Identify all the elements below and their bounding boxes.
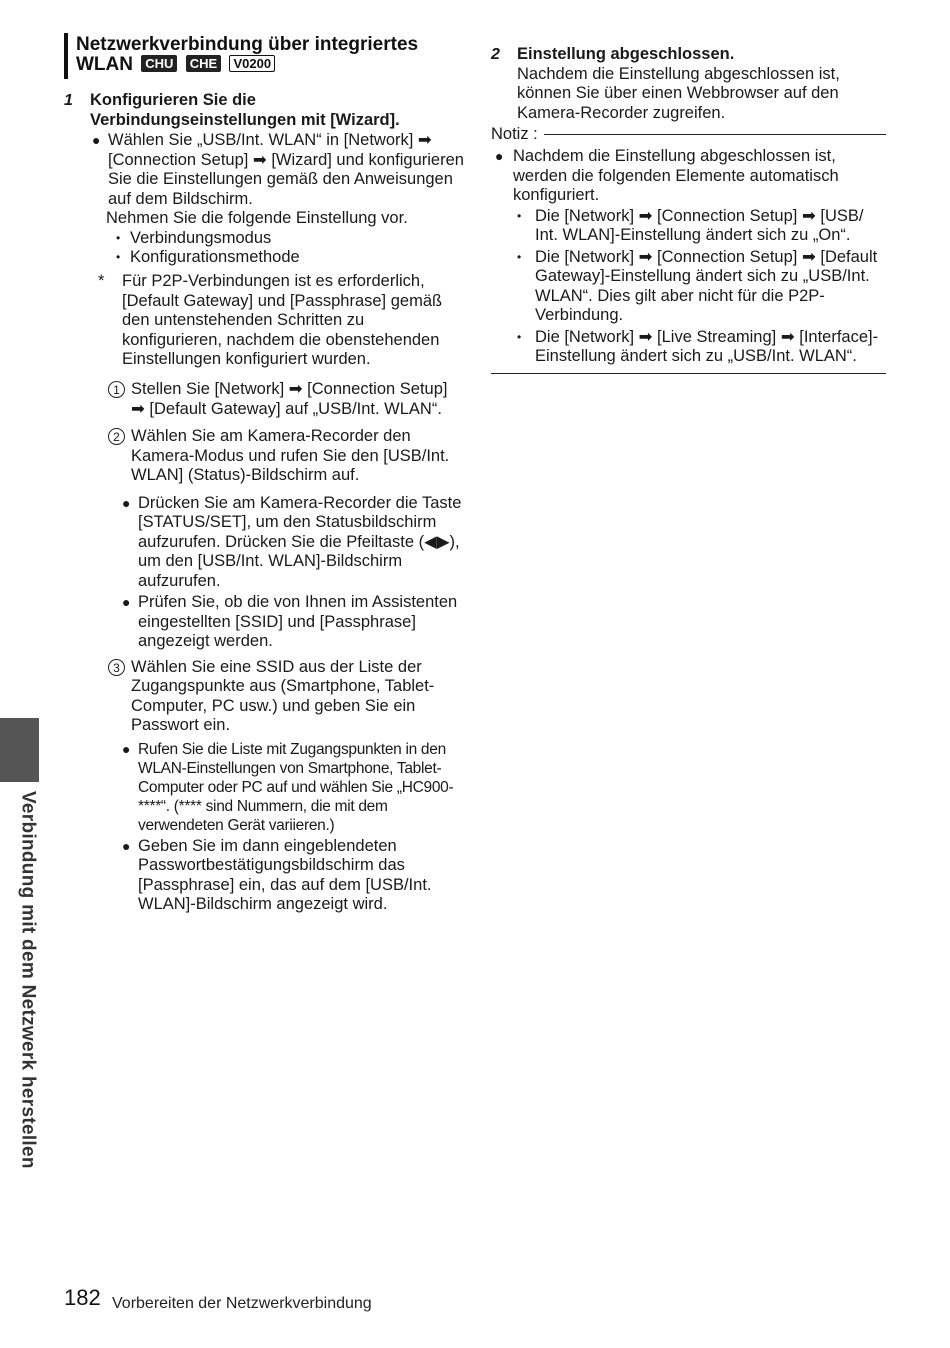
step-heading-line2: Verbindungseinstellungen mit [Wizard]. bbox=[90, 110, 400, 129]
list-item-text: Drücken Sie am Kamera-Recorder die Taste [STATUS/SET], um den Statusbildschirm aufzurufen. Drücken Sie die Pfeiltaste (◀▶), um den [USB/Int. WLAN]-Bildschirm aufzurufen. bbox=[138, 493, 462, 590]
step-1-bullet bbox=[92, 131, 464, 268]
bullet-icon: ● bbox=[122, 740, 131, 757]
page-number: 182 bbox=[64, 1285, 101, 1310]
substep-text: Wählen Sie eine SSID aus der Liste der Zugangspunkte aus (Smartphone, Tablet-Computer, PC usw.) und geben Sie ein Passwort ein. bbox=[131, 657, 435, 734]
asterisk-icon: * bbox=[98, 272, 105, 290]
note-body bbox=[495, 147, 887, 367]
note-divider bbox=[544, 134, 886, 135]
asterisk-note-text: Für P2P-Verbindungen ist es erforderlich, [Default Gateway] und [Passphrase] gemäß den untenstehenden Schritten zu konfigurieren, nachdem die obenstehenden Einstellungen konfiguriert wurden. bbox=[122, 272, 443, 368]
circled-number: 2 bbox=[108, 428, 125, 445]
circled-number: 3 bbox=[108, 659, 125, 676]
asterisk-note bbox=[98, 272, 460, 370]
note-label: Notiz : bbox=[491, 125, 538, 143]
bullet-icon: ● bbox=[122, 594, 131, 610]
step-number: 1 bbox=[64, 92, 73, 109]
dot-icon: • bbox=[517, 208, 522, 223]
substep-list bbox=[108, 380, 462, 915]
list-item-text: Prüfen Sie, ob die von Ihnen im Assistenten eingestellten [SSID] und [Passphrase] angezeigt werden. bbox=[138, 593, 458, 650]
section-title-line2: WLAN bbox=[76, 54, 133, 75]
note-item-text: Die [Network] ➡ [Live Streaming] ➡ [Interface]-Einstellung ändert sich zu „USB/Int. WLAN“. bbox=[535, 327, 879, 365]
list-item bbox=[122, 740, 462, 835]
bullet-icon: ● bbox=[92, 132, 101, 148]
step-1 bbox=[64, 91, 464, 130]
substep-2 bbox=[108, 427, 462, 486]
list-item-text: Rufen Sie die Liste mit Zugangspunkten in den WLAN-Einstellungen von Smartphone, Tablet-Computer oder PC auf und wählen Sie „HC900-****“. (**** sind Nummern, die mit dem verwendeten Gerät variieren.) bbox=[138, 740, 454, 834]
title-accent-bar bbox=[64, 33, 68, 79]
step-number: 2 bbox=[491, 46, 500, 63]
note-item bbox=[517, 207, 887, 246]
sub-item-label: Konfigurationsmethode bbox=[130, 248, 300, 266]
bullet-icon: ● bbox=[122, 837, 131, 854]
note-item bbox=[517, 248, 887, 326]
list-item bbox=[122, 494, 462, 592]
note-bottom-divider bbox=[491, 373, 886, 374]
step-2-text: Nachdem die Einstellung abgeschlossen ist, können Sie über einen Webbrowser auf den Kamera-Recorder zugreifen. bbox=[517, 64, 840, 122]
step-heading-line1: Konfigurieren Sie die bbox=[90, 91, 256, 109]
substep-text: Wählen Sie am Kamera-Recorder den Kamera-Modus und rufen Sie den [USB/Int. WLAN] (Status)-Bildschirm auf. bbox=[131, 427, 450, 484]
sub-item bbox=[116, 229, 464, 249]
sub-intro: Nehmen Sie die folgende Einstellung vor. bbox=[106, 209, 408, 227]
step-heading: Einstellung abgeschlossen. bbox=[517, 45, 735, 63]
substep-text: Stellen Sie [Network] ➡ [Connection Setup] ➡ [Default Gateway] auf „USB/Int. WLAN“. bbox=[131, 380, 448, 418]
step-2 bbox=[491, 45, 886, 123]
substep-3 bbox=[108, 658, 462, 736]
dot-icon: • bbox=[116, 250, 121, 264]
model-tag-che: CHE bbox=[186, 55, 221, 72]
note-bullet-text: Nachdem die Einstellung abgeschlossen ist, werden die folgenden Elemente automatisch konfiguriert. bbox=[513, 147, 839, 204]
bullet-icon: ● bbox=[122, 494, 131, 511]
step-heading bbox=[90, 91, 400, 130]
chapter-tab-marker bbox=[0, 718, 39, 782]
model-tag-chu: CHU bbox=[141, 55, 177, 72]
version-tag: V0200 bbox=[229, 55, 275, 72]
sub-item-label: Verbindungsmodus bbox=[130, 228, 272, 247]
circled-number: 1 bbox=[108, 381, 125, 398]
section-title bbox=[76, 35, 476, 75]
note-item-text: Die [Network] ➡ [Connection Setup] ➡ [Default Gateway]-Einstellung ändert sich zu „USB/Int. WLAN“. Dies gilt aber nicht für die P2P-Verbindung. bbox=[535, 247, 878, 324]
note-header bbox=[491, 125, 886, 145]
step-1-bullet-text: Wählen Sie „USB/Int. WLAN“ in [Network] ➡ [Connection Setup] ➡ [Wizard] und konfigurieren Sie die Einstellungen gemäß den Anweisungen auf dem Bildschirm. bbox=[108, 131, 464, 208]
list-item bbox=[122, 837, 462, 915]
substep-1 bbox=[108, 380, 462, 419]
footer-chapter-title: Vorbereiten der Netzwerkverbindung bbox=[112, 1295, 372, 1312]
note-bullet bbox=[495, 147, 887, 206]
bullet-icon: ● bbox=[495, 148, 504, 164]
note-item-text: Die [Network] ➡ [Connection Setup] ➡ [USB/ Int. WLAN]-Einstellung ändert sich zu „On“. bbox=[535, 206, 864, 244]
sub-item bbox=[116, 248, 464, 268]
dot-icon: • bbox=[517, 249, 522, 264]
dot-icon: • bbox=[116, 230, 121, 245]
note-item bbox=[517, 328, 887, 367]
dot-icon: • bbox=[517, 329, 522, 344]
chapter-side-label: Verbindung mit dem Netzwerk herstellen bbox=[17, 791, 39, 1169]
section-title-line1: Netzwerkverbindung über integriertes bbox=[76, 34, 419, 55]
list-item-text: Geben Sie im dann eingeblendeten Passwortbestätigungsbildschirm das [Passphrase] ein, das auf dem [USB/Int. WLAN]-Bildschirm angezeigt wird. bbox=[138, 836, 432, 913]
list-item bbox=[122, 593, 462, 652]
